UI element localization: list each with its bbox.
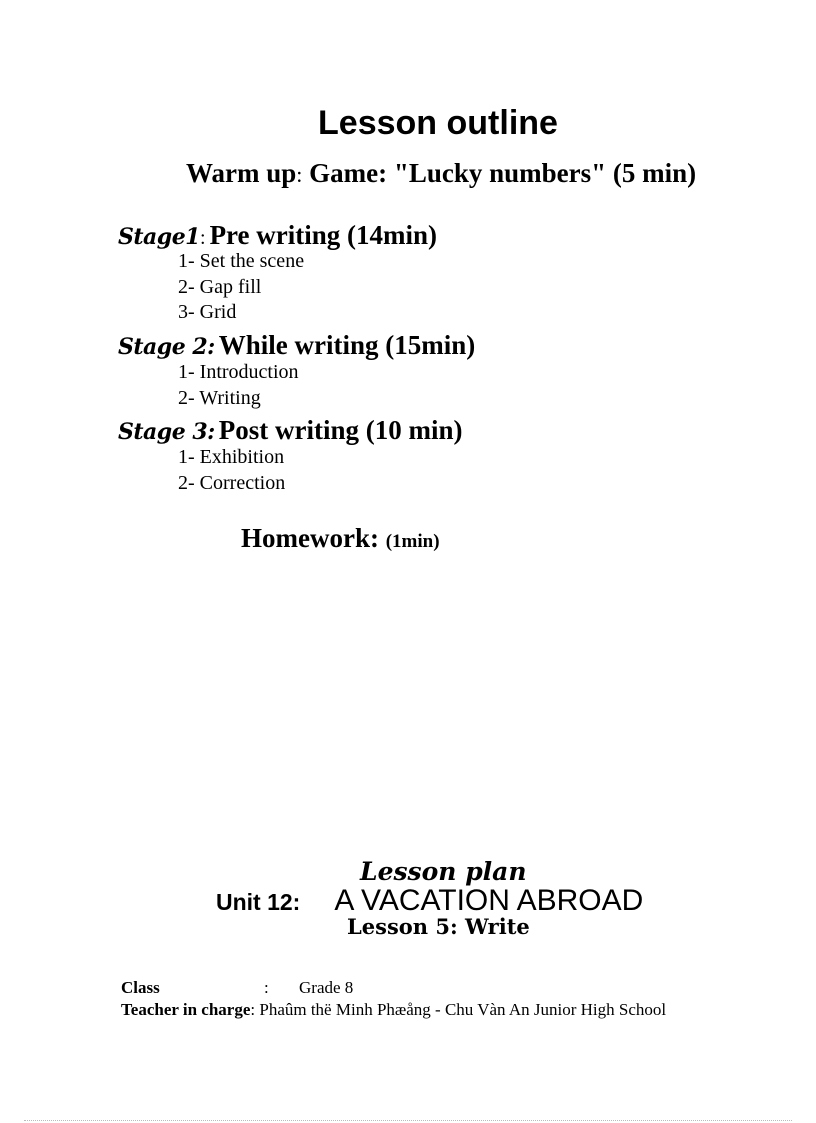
homework-label: Homework: [241, 523, 379, 553]
page-bottom-divider [24, 1120, 792, 1121]
class-colon: : [264, 978, 269, 997]
class-line [121, 978, 160, 998]
stage-2-label: Stage 2: [118, 334, 215, 360]
lesson-subtitle: Lesson 5: Write [347, 914, 530, 939]
teacher-label: Teacher in charge [121, 1000, 251, 1019]
warmup-colon: : [296, 162, 303, 187]
page-title: Lesson outline [318, 104, 558, 142]
stage-1-title: Pre writing (14min) [209, 220, 438, 250]
homework-line [241, 523, 440, 554]
stage-1-label: Stage1 [118, 224, 200, 250]
teacher-line [121, 1000, 666, 1020]
stage-2-title: While writing (15min) [218, 330, 476, 360]
warmup-label: Warm up [186, 158, 297, 188]
stage-3-step: 2- Correction [178, 472, 286, 494]
stage-1-header [118, 220, 437, 251]
stage-1-step: 3- Grid [178, 301, 237, 323]
lesson-plan-script-title: Lesson plan [360, 857, 527, 886]
stage-1-colon: : [200, 227, 206, 249]
stage-3-header [118, 415, 463, 446]
stage-3-title: Post writing (10 min) [218, 415, 463, 445]
stage-3-label: Stage 3: [118, 419, 215, 445]
unit-row [216, 884, 643, 918]
unit-title: A VACATION ABROAD [334, 884, 644, 917]
unit-label: Unit 12: [216, 889, 301, 915]
class-value: Grade 8 [299, 978, 354, 997]
stage-2-step: 2- Writing [178, 387, 261, 409]
stage-3-step: 1- Exhibition [178, 446, 285, 468]
warmup-text: Game: "Lucky numbers" (5 min) [309, 158, 697, 188]
class-label: Class [121, 978, 160, 997]
stage-2-header [118, 330, 475, 361]
stage-2-step: 1- Introduction [178, 361, 299, 383]
stage-1-step: 2- Gap fill [178, 276, 262, 298]
stage-1-step: 1- Set the scene [178, 250, 305, 272]
homework-time: (1min) [385, 531, 440, 552]
warmup-line [186, 158, 696, 189]
teacher-value: : Phaûm thë Minh Phæång - Chu Vàn An Junior High School [250, 1000, 667, 1019]
